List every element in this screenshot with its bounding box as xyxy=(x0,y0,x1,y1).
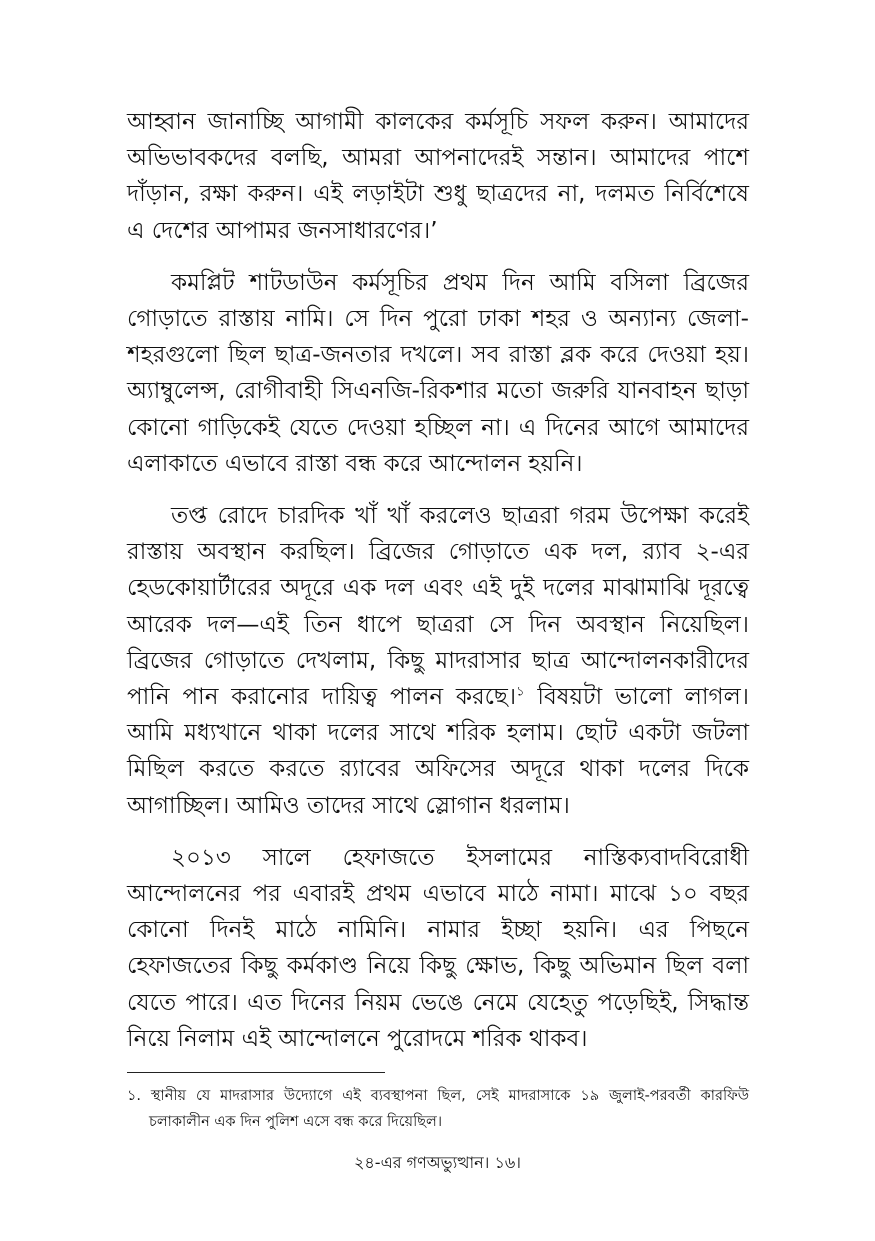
footnote-reference: ১ xyxy=(516,684,525,700)
paragraph-1: আহ্বান জানাচ্ছি আগামী কালকের কর্মসূচি সফল করুন। আমাদের অভিভাবকদের বলছি, আমরা আপনাদেরই সন্তান। আমাদের পাশে দাঁড়ান, রক্ষা করুন। এই লড়াইটা শুধু ছাত্রদের না, দলমত নির্বিশেষে এ দেশের আপামর জনসাধারণের।’ xyxy=(127,109,749,244)
page-footer: ২৪-এর গণঅভ্যুত্থান। ১৬। xyxy=(354,1153,521,1172)
paragraph-3-text-part-2: বিষয়টা ভালো লাগল। আমি মধ্যখানে থাকা দলের সাথে শরিক হলাম। ছোট একটা জটলা মিছিল করতে করতে র‍্যাবের অফিসের অদূরে থাকা দলের দিকে আগাচ্ছিল। আমিও তাদের সাথে স্লোগান ধরলাম। xyxy=(127,684,749,819)
body-text xyxy=(127,104,749,1073)
paragraph-2: কমপ্লিট শাটডাউন কর্মসূচির প্রথম দিন আমি বসিলা ব্রিজের গোড়াতে রাস্তায় নামি। সে দিন পুরো ঢাকা শহর ও অন্যান্য জেলা-শহরগুলো ছিল ছাত্র-জনতার দখলে। সব রাস্তা ব্লক করে দেওয়া হয়। অ্যাম্বুলেন্স, রোগীবাহী সিএনজি-রিকশার মতো জরুরি যানবাহন ছাড়া কোনো গাড়িকেই যেতে দেওয়া হচ্ছিল না। এ দিনের আগে আমাদের এলাকাতে এভাবে রাস্তা বন্ধ করে আন্দোলন হয়নি। xyxy=(127,269,749,477)
footnote: ১. স্থানীয় যে মাদরাসার উদ্যোগে এই ব্যবস্থাপনা ছিল, সেই মাদরাসাকে ১৯ জুলাই-পরবর্তী কারফিউ চলাকালীন এক দিন পুলিশ এসে বন্ধ করে দিয়েছিল। xyxy=(127,1088,749,1130)
paragraph-3-text-part-1: তপ্ত রোদে চারদিক খাঁ খাঁ করলেও ছাত্ররা গরম উপেক্ষা করেই রাস্তায় অবস্থান করছিল। ব্রিজের গোড়াতে এক দল, র‍্যাব ২-এর হেডকোয়ার্টারের অদূরে এক দল এবং এই দুই দলের মাঝামাঝি দূরত্বে আরেক দল—এই তিন ধাপে ছাত্ররা সে দিন অবস্থান নিয়েছিল। ব্রিজের গোড়াতে দেখলাম, কিছু মাদরাসার ছাত্র আন্দোলনকারীদের পানি পান করানোর দায়িত্ব পালন করছে। xyxy=(127,503,749,711)
paragraph-4: ২০১৩ সালে হেফাজতে ইসলামের নাস্তিক্যবাদবিরোধী আন্দোলনের পর এবারই প্রথম এভাবে মাঠে নামা। মাঝে ১০ বছর কোনো দিনই মাঠে নামিনি। নামার ইচ্ছা হয়নি। এর পিছনে হেফাজতের কিছু কর্মকাণ্ড নিয়ে কিছু ক্ষোভ, কিছু অভিমান ছিল বলা যেতে পারে। এত দিনের নিয়ম ভেঙে নেমে যেহেতু পড়েছিই, সিদ্ধান্ত নিয়ে নিলাম এই আন্দোলনে পুরোদমে শরিক থাকব। xyxy=(127,844,749,1052)
paragraph-3 xyxy=(127,498,749,824)
footnote-divider xyxy=(127,1072,385,1073)
